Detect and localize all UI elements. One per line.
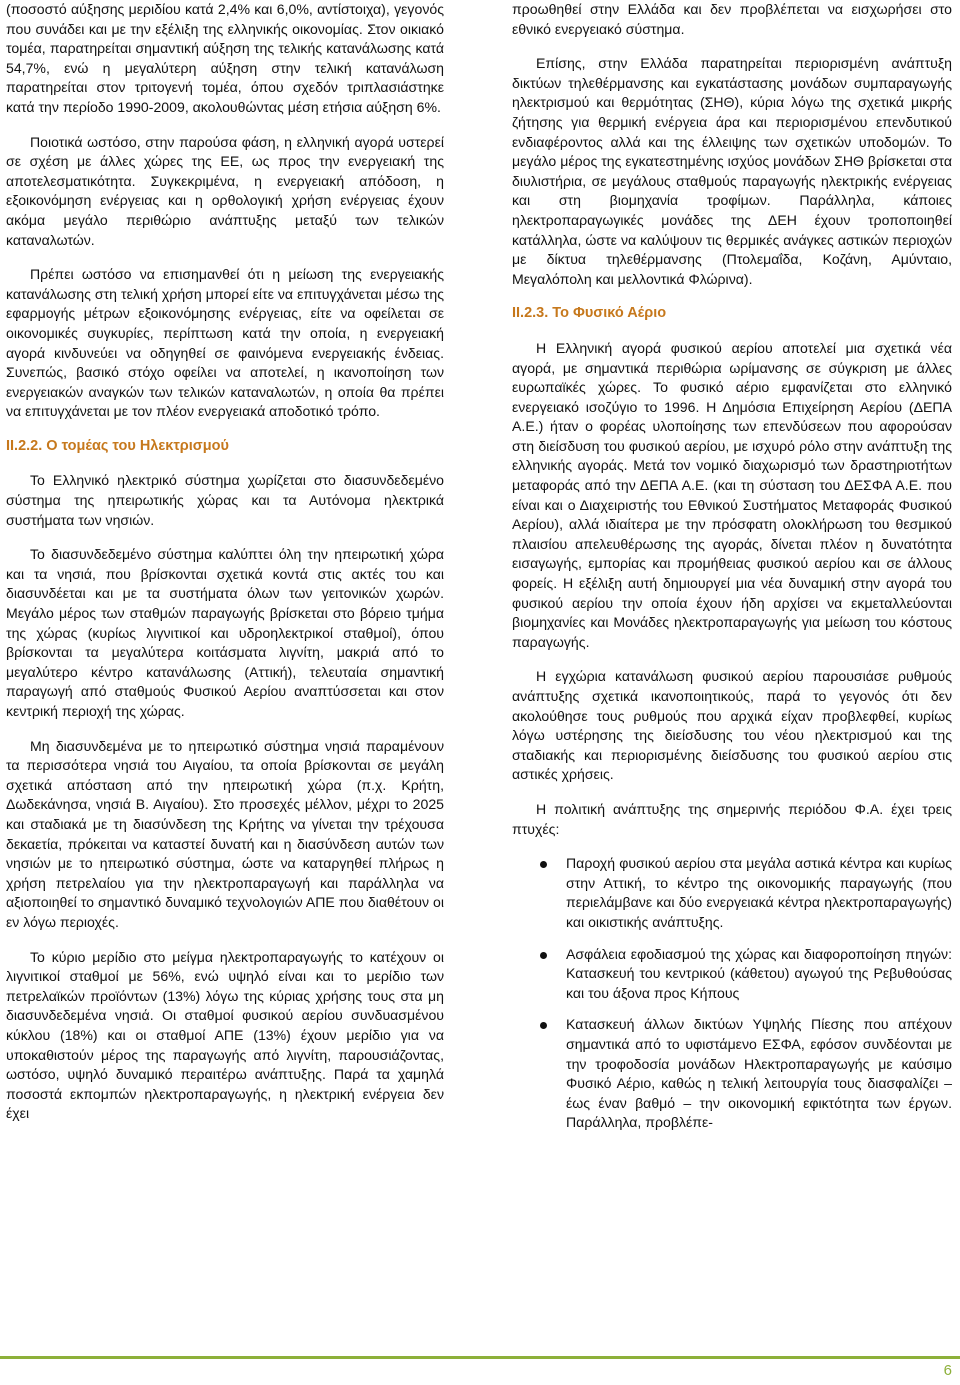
right-column <box>512 0 952 1145</box>
paragraph: Η εγχώρια κατανάλωση φυσικού αερίου παρουσιάσε ρυθμούς ανάπτυξης σχετικά ικανοποιητικούς, παρά το γεγονός ότι δεν ακολούθησε τους ρυθμούς που αρχικά είχαν προβλεφθεί, κυρίως λόγω υστέρησης της διείσδυσης του νέου ηλεκτρισμού και της σταδιακής και περιορισμένης διείσδυσης του φυσικού αερίου στις αστικές χρήσεις. <box>512 668 952 783</box>
list-item-text: Κατασκευή άλλων δικτύων Υψηλής Πίεσης που απέχουν σημαντικά από το υφιστάμενο ΕΣΦΑ, εφόσον συνδέονται με την τροφοδοσία μονάδων Ηλεκτροπαραγωγής με καύσιμο Φυσικό Αέριο, καθώς η τελική λειτουργία τους διασφαλίζει – έως έναν βαθμό – την οικονομική εφικτότητα των έργων. Παράλληλα, προβλέπε- <box>566 1016 952 1131</box>
paragraph: Επίσης, στην Ελλάδα παρατηρείται περιορισμένη ανάπτυξη δικτύων τηλεθέρμανσης και εγκατάστασης μονάδων συμπαραγωγής ηλεκτρισμού και θερμότητας (ΣΗΘ), κύρια λόγω της σχετικά μικρής ζήτησης για θερμική ενέργεια άρα και περιορισμένου επενδυτικού ενδιαφέροντος αλλά και της έλλειψης των σχετικών υποδομών. Το μεγάλο μέρος της εγκατεστημένης ισχύος μονάδων ΣΗΘ βρίσκεται στα διυλιστήρια, σε μεγάλους σταθμούς παραγωγής ηλεκτρικής ενέργειας και στη βιομηχανία τροφίμων. Παράλληλα, κάποιες ηλεκτροπαραγωγικές μονάδες της ΔΕΗ έχουν τροποποιηθεί κατάλληλα, ώστε να καλύψουν τις θερμικές ανάγκες αστικών περιοχών με δίκτυα τηλεθέρμανσης (Πτολεμαΐδα, Κοζάνη, Αμύνταιο, Μεγαλόπολη και μελλοντικά Φλώρινα). <box>512 55 952 287</box>
footer-rule <box>0 1356 960 1359</box>
section-heading-natural-gas: ΙΙ.2.3. Το Φυσικό Αέριο <box>512 305 667 322</box>
paragraph: Ποιοτικά ωστόσο, στην παρούσα φάση, η ελληνική αγορά υστερεί σε σχέση με άλλες χώρες της ΕΕ, ως προς την ενεργειακή της αποτελεσματικότητα. Συγκεκριμένα, η ενεργειακή απόδοση, η εξοικονόμηση ενέργειας και η ορθολογική χρήση ενέργειας έχουν ακόμα μεγάλο περιθώριο ανάπτυξης μεταξύ των τελικών καταναλωτών. <box>6 133 444 248</box>
page-number: 6 <box>943 1362 952 1379</box>
paragraph: Η πολιτική ανάπτυξης της σημερινής περιόδου Φ.Α. έχει τρεις πτυχές: <box>512 800 952 837</box>
paragraph: Το διασυνδεδεμένο σύστημα καλύπτει όλη την ηπειρωτική χώρα και τα νησιά, που βρίσκονται σχετικά κοντά στις ακτές του και διασυνδέεται και με τα συστήματα όλων των γειτονικών χωρών. Μεγάλο μέρος των σταθμών παραγωγής βρίσκεται στο βόρειο τμήμα της χώρας (κυρίως λιγνιτικοί και υδροηλεκτρικοί σταθμοί), όπου βρίσκονται τα μεγαλύτερα κοιτάσματα λιγνίτη, μακριά από το μεγαλύτερο κέντρο κατανάλωσης (Αττική), τελευταία σημαντική παραγωγή από σταθμούς Φυσικού Αερίου αναπτύσσεται και στον κεντρική περιοχή της χώρας. <box>6 546 444 719</box>
policy-bullet-list <box>512 854 952 1133</box>
list-item-text: Ασφάλεια εφοδιασμού της χώρας και διαφοροποίηση πηγών: Κατασκευή του κεντρικού (κάθετου) αγωγού της Ρεβυθούσας και του άξονα προς Κήπους <box>566 945 952 1001</box>
bullet-icon <box>540 861 547 868</box>
paragraph: Πρέπει ωστόσο να επισημανθεί ότι η μείωση της ενεργειακής κατανάλωσης στη τελική χρήση μπορεί είτε να επιτυγχάνεται μέσω της εφαρμογής μέτρων εξοικονόμησης ενέργειας, είτε να οφείλεται σε οικονομικές συγκυρίες, περίπτωση κατά την οποία, η ενεργειακή αγορά κινδυνεύει να οδηγηθεί σε φαινόμενα ενεργειακής ένδειας. Συνεπώς, βασικό στόχο οφείλει να αποτελεί, η ικανοποίηση των ενεργειακών αναγκών των τελικών καταναλωτών, η οποία θα πρέπει να επιτυγχάνεται με τον πλέον ενεργειακά αποδοτικό τρόπο. <box>6 266 444 420</box>
paragraph: (ποσοστό αύξησης μεριδίου κατά 2,4% και 6,0%, αντίστοιχα), γεγονός που συνάδει και με την εξέλιξη της ελληνικής οικονομίας. Στον οικιακό τομέα, παρατηρείται σημαντική αύξηση της τελικής κατανάλωσης κατά 54,7%, ενώ η μεγαλύτερη αύξηση στην τελική κατανάλωση παρατηρείται στον τριτογενή τομέα, όπου σχεδόν τριπλασιάστηκε κατά την περίοδο 1990-2009, ακολουθώντας μέση ετήσια αύξηση 6%. <box>6 1 444 115</box>
paragraph: Η Ελληνική αγορά φυσικού αερίου αποτελεί μια σχετικά νέα αγορά, με σημαντικά περιθώρια ωρίμανσης σε σύγκριση με άλλες ευρωπαϊκές χώρες. Το φυσικό αέριο εμφανίζεται στο ελληνικό ενεργειακό ισοζύγιο το 1996. Η Δημόσια Επιχείρηση Αερίου (ΔΕΠΑ Α.Ε.) ήταν ο φορέας υλοποίησης των επενδύσεων που αφορούσαν στη διείσδυση του φυσικού αερίου, με ισχυρό ρόλο στην ανάπτυξη της ελληνικής αγοράς. Μετά τον νομικό διαχωρισμό των δραστηριοτήτων μεταφοράς από την ΔΕΠΑ Α.Ε. (και τη σύσταση του ΔΕΣΦΑ Α.Ε. που είναι και ο Διαχειριστής του Εθνικού Συστήματος Μεταφοράς Φυσικού Αερίου), αλλά ιδιαίτερα με την πρόσφατη ολοκλήρωση του θεσμικού πλαισίου απελευθέρωσης της αγοράς, δίνεται πλέον η δυνατότητα εισαγωγής, εμπορίας και προμήθειας φυσικού αερίου και σε άλλους φορείς. Η εξέλιξη αυτή δημιουργεί μια νέα δυναμική στην αγορά του φυσικού αερίου την οποία έχουν ήδη αρχίσει να εκμεταλλεύονται βιομηχανίες και Μονάδες ηλεκτροπαραγωγής για μείωση του κόστους παραγωγής. <box>512 339 952 650</box>
paragraph: προωθηθεί στην Ελλάδα και δεν προβλέπεται να εισχωρήσει στο εθνικό ενεργειακό σύστημα. <box>512 1 952 37</box>
section-heading-electricity: ΙΙ.2.2. Ο τομέας του Ηλεκτρισμού <box>6 437 229 454</box>
paragraph: Το Ελληνικό ηλεκτρικό σύστημα χωρίζεται στο διασυνδεδεμένο σύστημα της ηπειρωτικής χώρας και τα Αυτόνομα ηλεκτρικά συστήματα των νησιών. <box>6 472 444 528</box>
paragraph: Το κύριο μερίδιο στο μείγμα ηλεκτροπαραγωγής το κατέχουν οι λιγνιτικοί σταθμοί με 56%, ενώ υψηλό είναι και το μερίδιο των πετρελαϊκών προϊόντων (13%) λόγω της κύριας χρήσης τους στα μη διασυνδεδεμένα νησιά. Οι σταθμοί φυσικού αερίου συνδυασμένου κύκλου (18%) και οι σταθμοί ΑΠΕ (13%) έχουν μερίδιο για να υποκαθιστούν μέρος της παραγωγής από λιγνίτη, παρουσιάζοντας, ωστόσο, υψηλό δυναμικό περαιτέρω ανάπτυξης. Παρά τα χαμηλά ποσοστά εκπομπών ηλεκτροπαραγωγής, η ηλεκτρική ενέργεια δεν έχει <box>6 948 444 1122</box>
bullet-icon <box>540 952 547 959</box>
paragraph: Μη διασυνδεμένα με το ηπειρωτικό σύστημα νησιά παραμένουν τα περισσότερα νησιά του Αιγαίου, τα οποία βρίσκονται σε μεγάλη σχετικά απόσταση από την ηπειρωτική χώρα (π.χ. Κρήτη, Δωδεκάνησα, νησιά Β. Αιγαίου). Στο προσεχές μέλλον, μέχρι το 2025 και σταδιακά με τη διασύνδεση της Κρήτης να γίνεται την τρέχουσα δεκαετία, πρόκειται να καταστεί δυνατή και η διασύνδεση αυτών των νησιών με το ηπειρωτικό σύστημα, ώστε να καταργηθεί πλήρως η χρήση πετρελαίου για την ηλεκτροπαραγωγή και παράλληλα να αξιοποιηθεί το σημαντικό δυναμικό τεχνολογιών ΑΠΕ που διαθέτουν οι εν λόγω περιοχές. <box>6 737 444 930</box>
bullet-icon <box>540 1022 547 1029</box>
list-item <box>512 945 952 1004</box>
left-column <box>6 0 444 1139</box>
list-item <box>512 854 952 932</box>
list-item-text: Παροχή φυσικού αερίου στα μεγάλα αστικά κέντρα και κυρίως στην Αττική, το κέντρο της οικονομικής παραγωγής (που περιελάμβανε και δύο ενεργειακά κέντρα ηλεκτροπαραγωγής) και οικιστικής ανάπτυξης. <box>566 855 952 930</box>
list-item <box>512 1015 952 1133</box>
